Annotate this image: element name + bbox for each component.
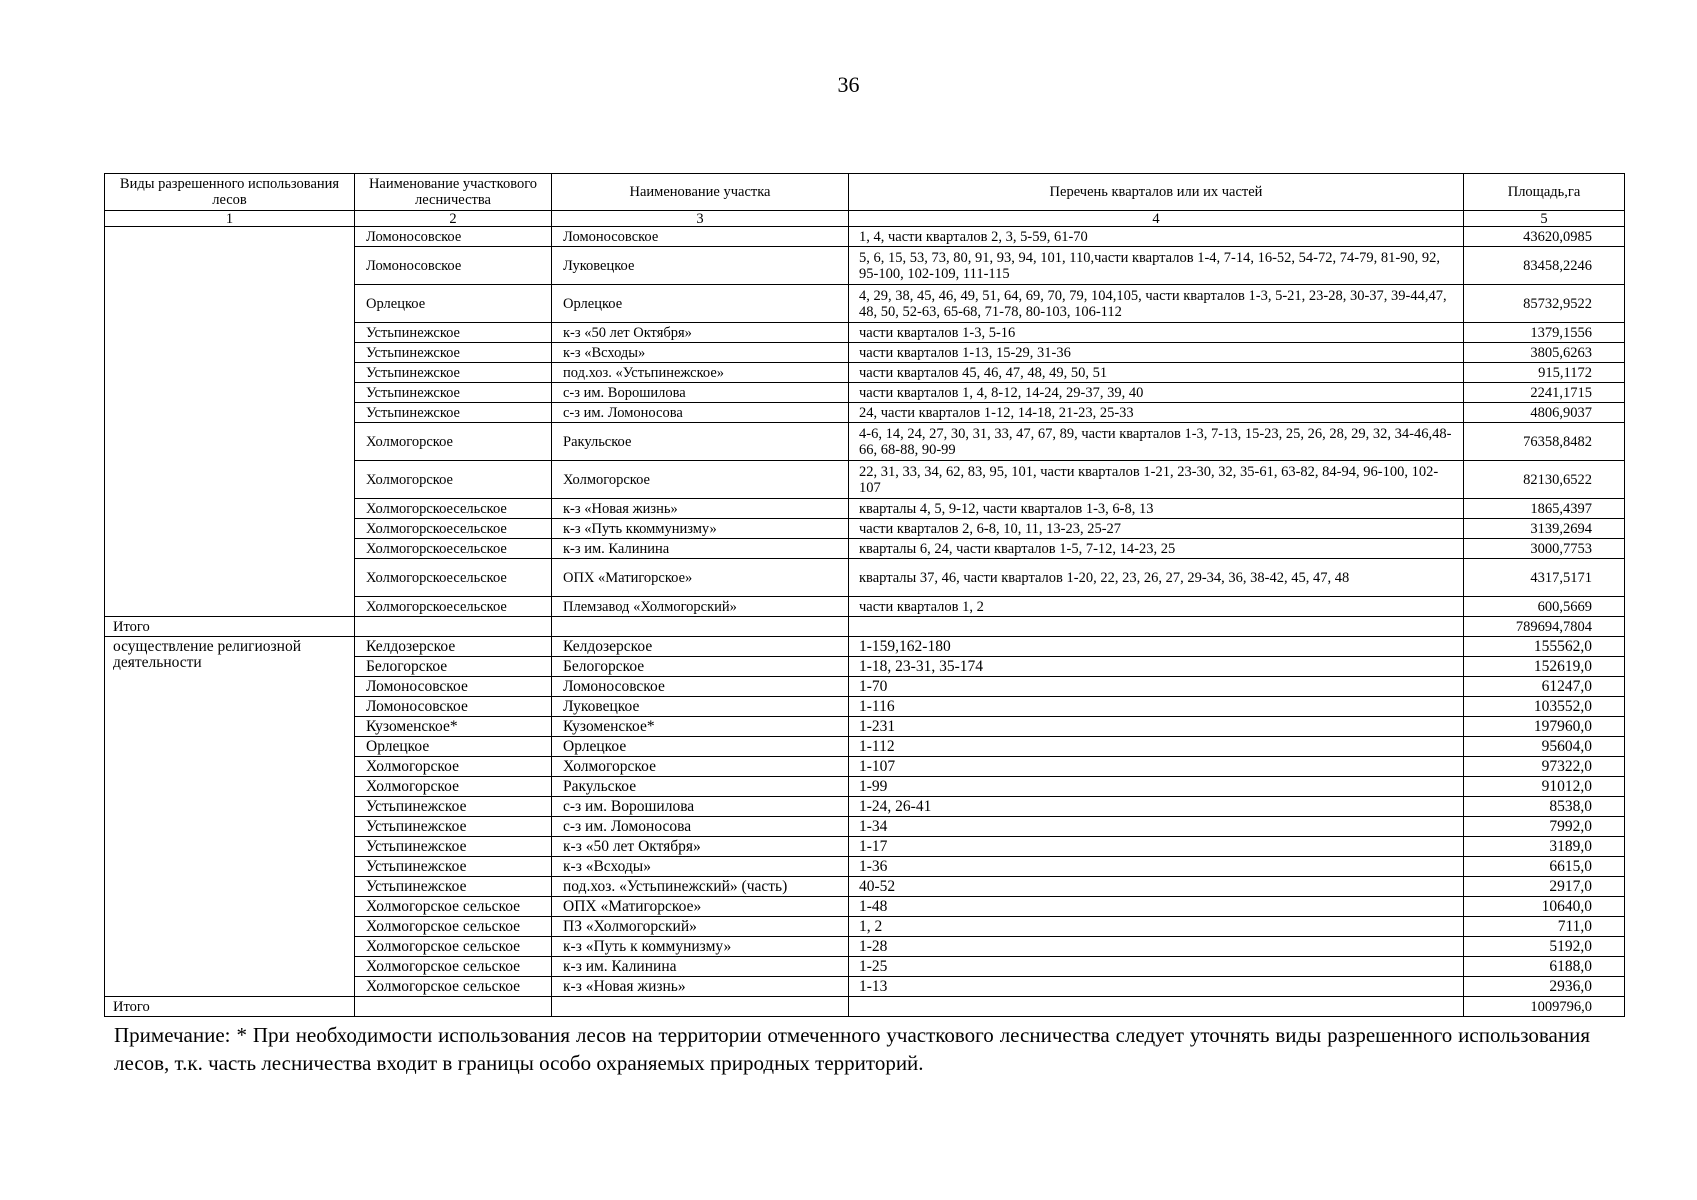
quarters-cell: 1-116 <box>849 697 1464 717</box>
area-cell: 3000,7753 <box>1464 539 1625 559</box>
area-cell: 8538,0 <box>1464 797 1625 817</box>
area-cell: 3139,2694 <box>1464 519 1625 539</box>
column-number: 4 <box>849 211 1464 227</box>
empty-cell <box>552 617 849 637</box>
quarters-cell: 1-107 <box>849 757 1464 777</box>
page-number: 36 <box>837 72 860 97</box>
site-cell: к-з «Всходы» <box>552 343 849 363</box>
site-cell: под.хоз. «Устьпинежский» (часть) <box>552 877 849 897</box>
forestry-cell: Устьпинежское <box>355 363 552 383</box>
area-cell: 1379,1556 <box>1464 323 1625 343</box>
forestry-cell: Устьпинежское <box>355 383 552 403</box>
area-cell: 600,5669 <box>1464 597 1625 617</box>
column-number: 5 <box>1464 211 1625 227</box>
forestry-cell: Ломоносовское <box>355 677 552 697</box>
total-area: 1009796,0 <box>1464 997 1625 1017</box>
site-cell: к-з «Новая жизнь» <box>552 977 849 997</box>
quarters-cell: 1-34 <box>849 817 1464 837</box>
area-cell: 97322,0 <box>1464 757 1625 777</box>
forestry-cell: Холмогорское сельское <box>355 937 552 957</box>
forestry-cell: Устьпинежское <box>355 797 552 817</box>
quarters-cell: части кварталов 1-13, 15-29, 31-36 <box>849 343 1464 363</box>
quarters-cell: 1-159,162-180 <box>849 637 1464 657</box>
forestry-cell: Устьпинежское <box>355 817 552 837</box>
empty-cell <box>552 997 849 1017</box>
site-cell: Келдозерское <box>552 637 849 657</box>
forestry-cell: Кузоменское* <box>355 717 552 737</box>
area-cell: 61247,0 <box>1464 677 1625 697</box>
area-cell: 95604,0 <box>1464 737 1625 757</box>
site-cell: ОПХ «Матигорское» <box>552 559 849 597</box>
quarters-cell: 4, 29, 38, 45, 46, 49, 51, 64, 69, 70, 79, 104,105, части кварталов 1-3, 5-21, 23-28, 30-37, 39-44,47, 48, 50, 52-63, 65-68, 71-78, 80-103, 106-112 <box>849 285 1464 323</box>
site-cell: Ломоносовское <box>552 227 849 247</box>
area-cell: 3189,0 <box>1464 837 1625 857</box>
forestry-cell: Ломоносовское <box>355 227 552 247</box>
site-cell: под.хоз. «Устьпинежское» <box>552 363 849 383</box>
area-cell: 10640,0 <box>1464 897 1625 917</box>
site-cell: Орлецкое <box>552 285 849 323</box>
column-number: 2 <box>355 211 552 227</box>
area-cell: 155562,0 <box>1464 637 1625 657</box>
area-cell: 152619,0 <box>1464 657 1625 677</box>
total-area: 789694,7804 <box>1464 617 1625 637</box>
quarters-cell: 1-36 <box>849 857 1464 877</box>
quarters-cell: кварталы 6, 24, части кварталов 1-5, 7-12, 14-23, 25 <box>849 539 1464 559</box>
site-cell: к-з им. Калинина <box>552 539 849 559</box>
site-cell: Холмогорское <box>552 461 849 499</box>
area-cell: 5192,0 <box>1464 937 1625 957</box>
quarters-cell: 1-99 <box>849 777 1464 797</box>
quarters-cell: части кварталов 1, 4, 8-12, 14-24, 29-37, 39, 40 <box>849 383 1464 403</box>
quarters-cell: кварталы 4, 5, 9-12, части кварталов 1-3, 6-8, 13 <box>849 499 1464 519</box>
forestry-cell: Холмогорскоесельское <box>355 597 552 617</box>
forestry-cell: Орлецкое <box>355 285 552 323</box>
site-cell: Луковецкое <box>552 697 849 717</box>
quarters-cell: 1-112 <box>849 737 1464 757</box>
column-number: 3 <box>552 211 849 227</box>
quarters-cell: 1, 2 <box>849 917 1464 937</box>
forestry-cell: Келдозерское <box>355 637 552 657</box>
site-cell: с-з им. Ворошилова <box>552 383 849 403</box>
forestry-cell: Холмогорское <box>355 423 552 461</box>
site-cell: к-з «Всходы» <box>552 857 849 877</box>
area-cell: 91012,0 <box>1464 777 1625 797</box>
forestry-cell: Устьпинежское <box>355 837 552 857</box>
area-cell: 2936,0 <box>1464 977 1625 997</box>
quarters-cell: 1, 4, части кварталов 2, 3, 5-59, 61-70 <box>849 227 1464 247</box>
empty-cell <box>849 997 1464 1017</box>
header-use-type: Виды разрешенного использования лесов <box>105 174 355 211</box>
quarters-cell: части кварталов 1, 2 <box>849 597 1464 617</box>
forestry-cell: Устьпинежское <box>355 403 552 423</box>
forestry-cell: Холмогорское <box>355 461 552 499</box>
site-cell: Белогорское <box>552 657 849 677</box>
area-cell: 7992,0 <box>1464 817 1625 837</box>
forestry-cell: Белогорское <box>355 657 552 677</box>
total-row <box>105 997 1625 1017</box>
forestry-cell: Холмогорскоесельское <box>355 539 552 559</box>
quarters-cell: части кварталов 2, 6-8, 10, 11, 13-23, 25-27 <box>849 519 1464 539</box>
site-cell: к-з «50 лет Октября» <box>552 323 849 343</box>
site-cell: к-з им. Калинина <box>552 957 849 977</box>
site-cell: с-з им. Ломоносова <box>552 817 849 837</box>
area-cell: 6188,0 <box>1464 957 1625 977</box>
forestry-cell: Устьпинежское <box>355 323 552 343</box>
site-cell: Холмогорское <box>552 757 849 777</box>
total-row <box>105 617 1625 637</box>
forestry-cell: Холмогорское <box>355 777 552 797</box>
forestry-cell: Холмогорскоесельское <box>355 499 552 519</box>
column-number-row <box>105 211 1625 227</box>
header-row <box>105 174 1625 211</box>
site-cell: Ломоносовское <box>552 677 849 697</box>
header-forestry: Наименование участкового лесничества <box>355 174 552 211</box>
forestry-cell: Устьпинежское <box>355 857 552 877</box>
empty-cell <box>355 617 552 637</box>
quarters-cell: 5, 6, 15, 53, 73, 80, 91, 93, 94, 101, 110,части кварталов 1-4, 7-14, 16-52, 54-72, 74-79, 81-90, 92, 95-100, 102-109, 111-115 <box>849 247 1464 285</box>
table-row <box>105 227 1625 247</box>
site-cell: Кузоменское* <box>552 717 849 737</box>
use-type-cell: осуществление религиозной деятельности <box>105 637 355 997</box>
quarters-cell: кварталы 37, 46, части кварталов 1-20, 22, 23, 26, 27, 29-34, 36, 38-42, 45, 47, 48 <box>849 559 1464 597</box>
area-cell: 711,0 <box>1464 917 1625 937</box>
site-cell: Ракульское <box>552 777 849 797</box>
area-cell: 1865,4397 <box>1464 499 1625 519</box>
site-cell: Орлецкое <box>552 737 849 757</box>
quarters-cell: 22, 31, 33, 34, 62, 83, 95, 101, части кварталов 1-21, 23-30, 32, 35-61, 63-82, 84-94, 96-100, 102-107 <box>849 461 1464 499</box>
quarters-cell: 1-48 <box>849 897 1464 917</box>
site-cell: с-з им. Ворошилова <box>552 797 849 817</box>
quarters-cell: 4-6, 14, 24, 27, 30, 31, 33, 47, 67, 89, части кварталов 1-3, 7-13, 15-23, 25, 26, 28, 29, 32, 34-46,48-66, 68-88, 90-99 <box>849 423 1464 461</box>
quarters-cell: 1-13 <box>849 977 1464 997</box>
site-cell: ПЗ «Холмогорский» <box>552 917 849 937</box>
quarters-cell: 1-25 <box>849 957 1464 977</box>
site-cell: к-з «Путь ккоммунизму» <box>552 519 849 539</box>
forestry-cell: Ломоносовское <box>355 697 552 717</box>
forestry-cell: Холмогорское сельское <box>355 957 552 977</box>
area-cell: 83458,2246 <box>1464 247 1625 285</box>
site-cell: к-з «Новая жизнь» <box>552 499 849 519</box>
forestry-cell: Холмогорское сельское <box>355 977 552 997</box>
quarters-cell: 1-17 <box>849 837 1464 857</box>
area-cell: 2241,1715 <box>1464 383 1625 403</box>
header-quarters: Перечень кварталов или их частей <box>849 174 1464 211</box>
site-cell: Ракульское <box>552 423 849 461</box>
quarters-cell: 24, части кварталов 1-12, 14-18, 21-23, 25-33 <box>849 403 1464 423</box>
forestry-cell: Холмогорскоесельское <box>355 519 552 539</box>
column-number: 1 <box>105 211 355 227</box>
site-cell: ОПХ «Матигорское» <box>552 897 849 917</box>
forestry-cell: Орлецкое <box>355 737 552 757</box>
quarters-cell: 40-52 <box>849 877 1464 897</box>
total-label: Итого <box>105 997 355 1017</box>
area-cell: 4806,9037 <box>1464 403 1625 423</box>
area-cell: 43620,0985 <box>1464 227 1625 247</box>
forestry-cell: Устьпинежское <box>355 877 552 897</box>
total-label: Итого <box>105 617 355 637</box>
area-cell: 82130,6522 <box>1464 461 1625 499</box>
site-cell: с-з им. Ломоносова <box>552 403 849 423</box>
quarters-cell: части кварталов 45, 46, 47, 48, 49, 50, 51 <box>849 363 1464 383</box>
forestry-cell: Устьпинежское <box>355 343 552 363</box>
empty-cell <box>355 997 552 1017</box>
use-type-cell <box>105 227 355 617</box>
area-cell: 76358,8482 <box>1464 423 1625 461</box>
area-cell: 6615,0 <box>1464 857 1625 877</box>
header-site: Наименование участка <box>552 174 849 211</box>
area-cell: 2917,0 <box>1464 877 1625 897</box>
forestry-cell: Холмогорское сельское <box>355 917 552 937</box>
site-cell: Племзавод «Холмогорский» <box>552 597 849 617</box>
header-area: Площадь,га <box>1464 174 1625 211</box>
forestry-cell: Холмогорское <box>355 757 552 777</box>
forestry-cell: Холмогорскоесельское <box>355 559 552 597</box>
area-cell: 4317,5171 <box>1464 559 1625 597</box>
area-cell: 197960,0 <box>1464 717 1625 737</box>
quarters-cell: части кварталов 1-3, 5-16 <box>849 323 1464 343</box>
quarters-cell: 1-24, 26-41 <box>849 797 1464 817</box>
area-cell: 85732,9522 <box>1464 285 1625 323</box>
forestry-cell: Холмогорское сельское <box>355 897 552 917</box>
table-row <box>105 637 1625 657</box>
empty-cell <box>849 617 1464 637</box>
site-cell: к-з «Путь к коммунизму» <box>552 937 849 957</box>
footnote: Примечание: * При необходимости использования лесов на территории отмеченного участкового лесничества следует уточнять виды разрешенного использования лесов, т.к. часть лесничества входит в границы особо охраняемых природных территорий. <box>114 1023 1590 1075</box>
site-cell: к-з «50 лет Октября» <box>552 837 849 857</box>
quarters-cell: 1-70 <box>849 677 1464 697</box>
area-cell: 3805,6263 <box>1464 343 1625 363</box>
quarters-cell: 1-18, 23-31, 35-174 <box>849 657 1464 677</box>
quarters-cell: 1-28 <box>849 937 1464 957</box>
area-cell: 103552,0 <box>1464 697 1625 717</box>
forest-use-table <box>104 173 1625 1017</box>
area-cell: 915,1172 <box>1464 363 1625 383</box>
quarters-cell: 1-231 <box>849 717 1464 737</box>
forestry-cell: Ломоносовское <box>355 247 552 285</box>
site-cell: Луковецкое <box>552 247 849 285</box>
